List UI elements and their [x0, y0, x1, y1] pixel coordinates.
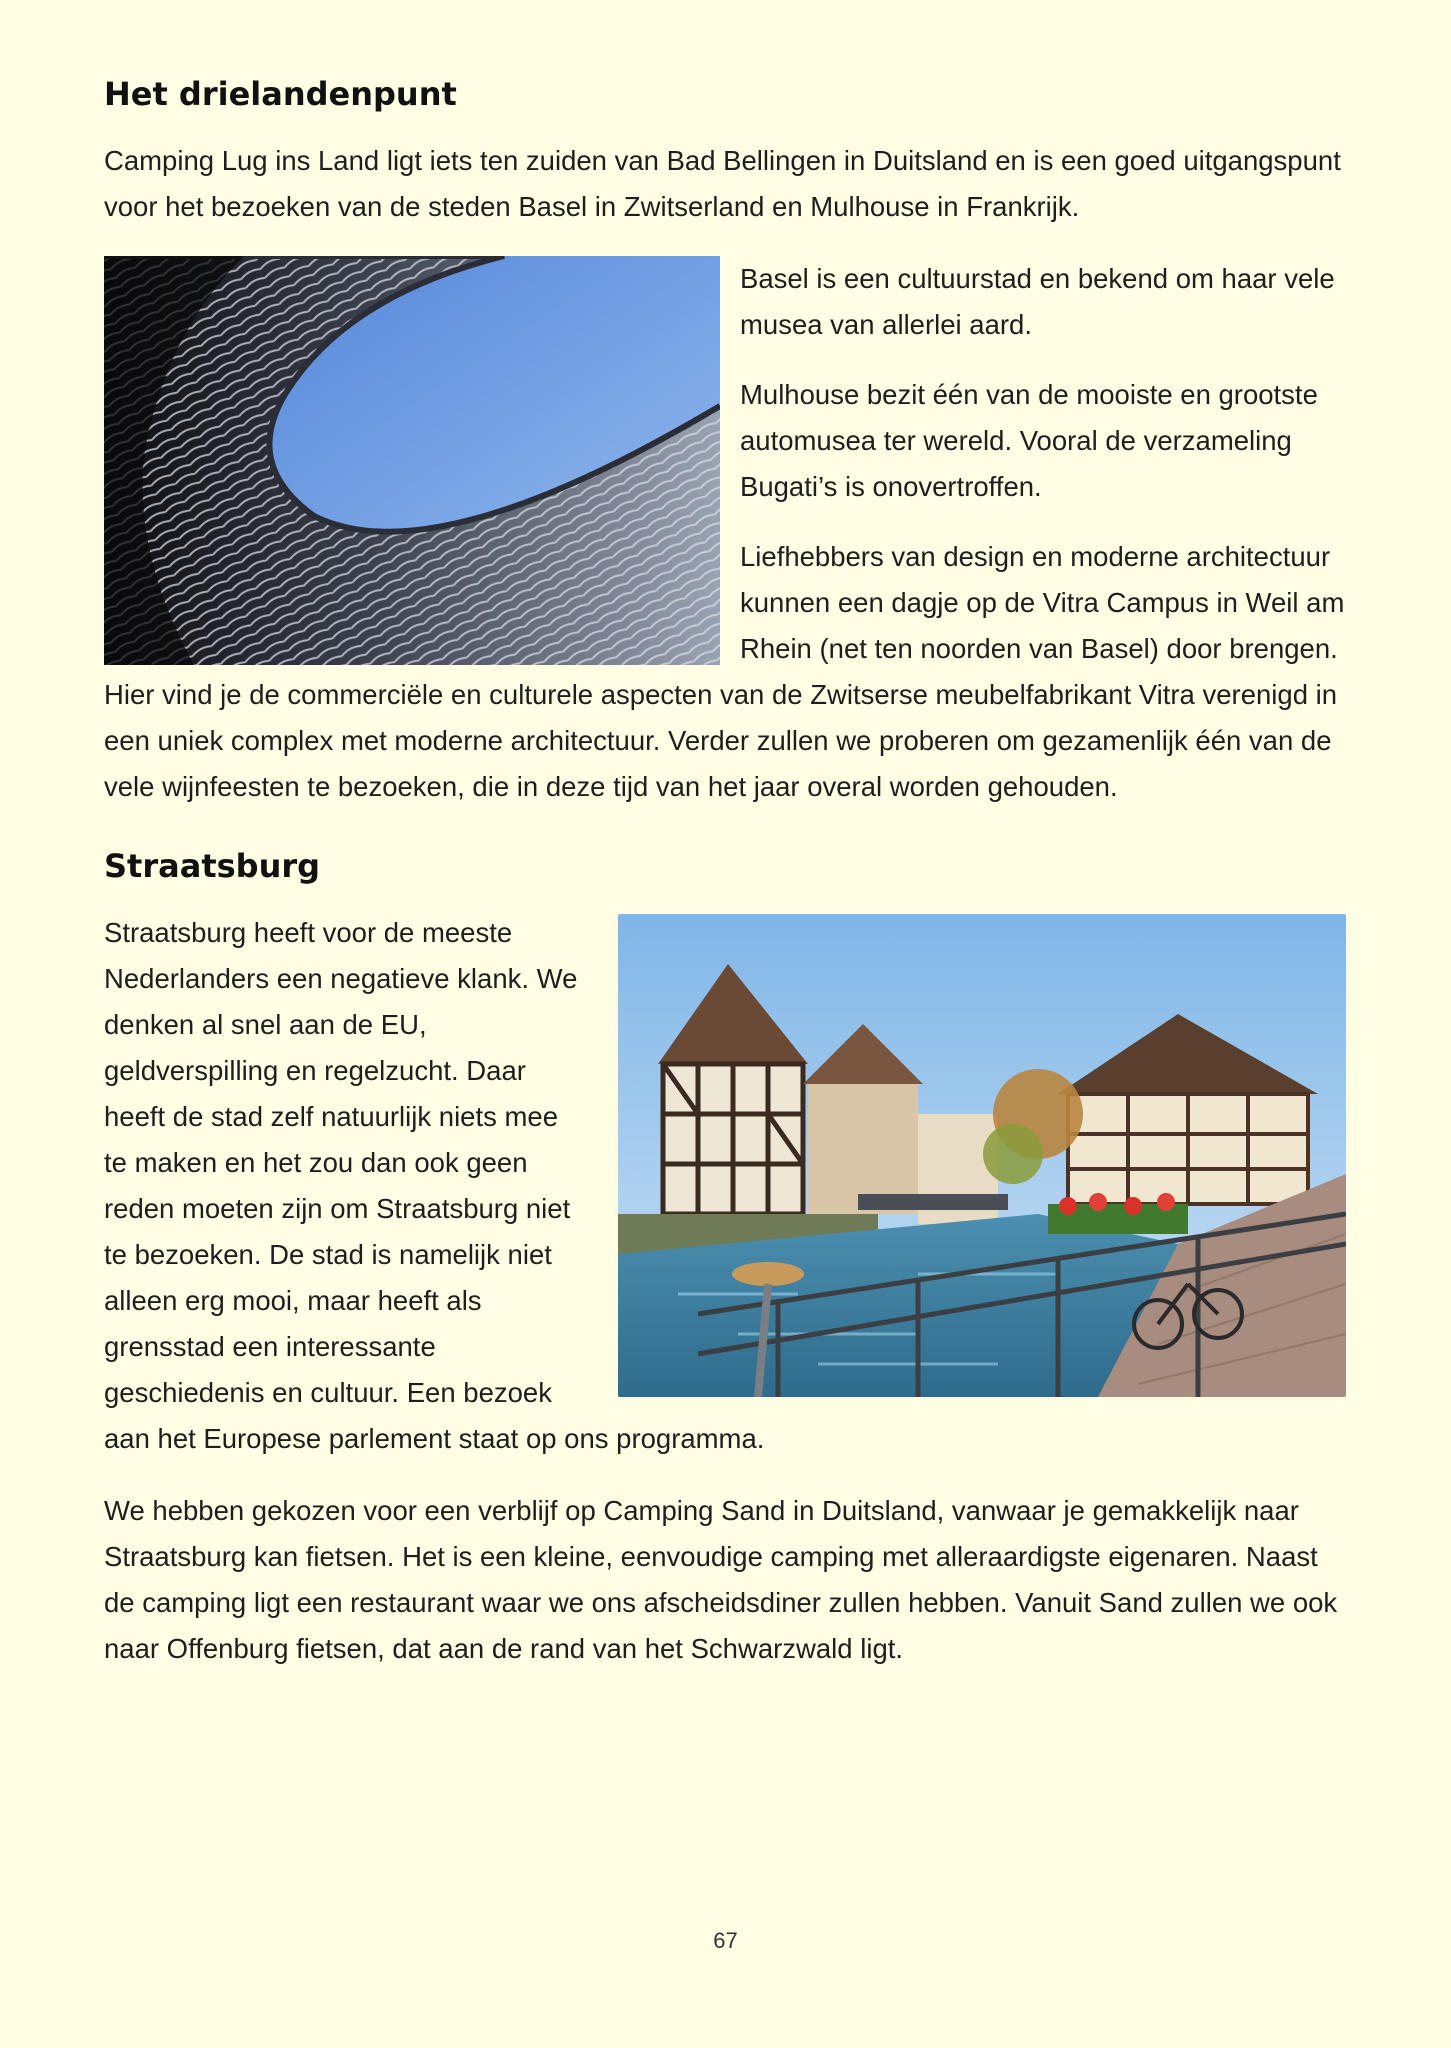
paragraph-straatsburg: Straatsburg heeft voor de meeste Nederlanders een negatieve klank. We denken al snel aan de EU, geldverspilling en regelzucht. Daar heeft de stad zelf natuurlijk niets mee te maken en het zou dan ook geen reden moeten zijn om Straatsburg niet te bezoeken. De stad is namelijk niet alleen erg mooi, maar heeft als grensstad een interessante geschiedenis en cultuur. Een bezoek aan het Europese parlement staat op ons programma. — [104, 917, 765, 1454]
paragraph-vitra: Liefhebbers van design en moderne architectuur kunnen een dagje op de Vitra Campus in Weil am Rhein (net ten noorden van Basel) door brengen. Hier vind je de commerciële en culturele aspecten van de Zwitserse meubelfabrikant Vitra verenigd in een uniek complex met moderne architectuur. Verder zullen we proberen om gezamenlijk één van de vele wijnfeesten te bezoeken, die in deze tijd van het jaar overal worden gehouden. — [104, 541, 1345, 802]
paragraph-basel: Basel is een cultuurstad en bekend om haar vele musea van allerlei aard. — [740, 263, 1335, 340]
section-heading-straatsburg: Straatsburg — [104, 847, 321, 885]
photo-straatsburg-canal — [618, 914, 1346, 1397]
page-content — [104, 72, 1346, 1672]
paragraph-mulhouse: Mulhouse bezit één van de mooiste en grootste automusea ter wereld. Vooral de verzameling Bugati’s is onovertroffen. — [740, 379, 1318, 502]
photo-messe-basel-architecture — [104, 256, 720, 665]
paragraph-camping-sand: We hebben gekozen voor een verblijf op Camping Sand in Duitsland, vanwaar je gemakkelijk naar Straatsburg kan fietsen. Het is een kleine, eenvoudige camping met alleraardigste eigenaren. Naast de camping ligt een restaurant waar we ons afscheidsdiner zullen hebben. Vanuit Sand zullen we ook naar Offenburg fietsen, dat aan de rand van het Schwarzwald ligt. — [104, 1495, 1338, 1664]
section-heading-drielandenpunt: Het drielandenpunt — [104, 75, 457, 113]
paragraph-intro-drielandenpunt: Camping Lug ins Land ligt iets ten zuiden van Bad Bellingen in Duitsland en is een goed uitgangspunt voor het bezoeken van de steden Basel in Zwitserland en Mulhouse in Frankrijk. — [104, 145, 1341, 222]
page-number: 67 — [713, 1928, 738, 1953]
